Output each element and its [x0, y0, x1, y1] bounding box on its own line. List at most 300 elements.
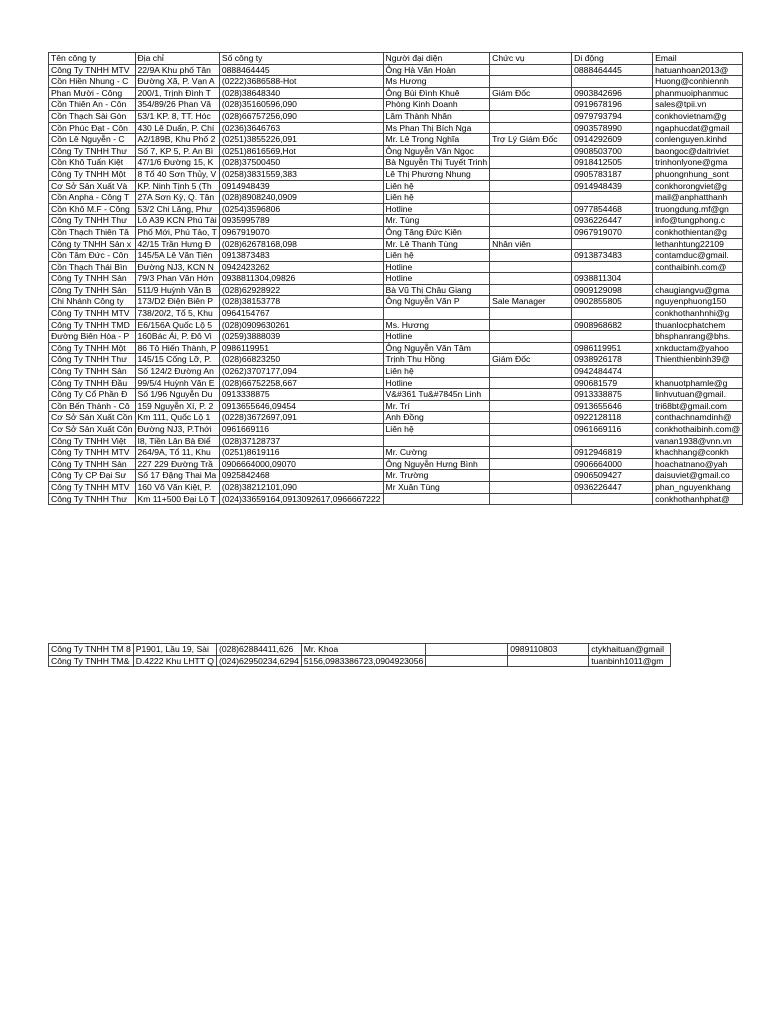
cell-company-phone[interactable]: (0258)3831559,383 [219, 168, 383, 180]
cell-representative[interactable]: Hotline [383, 331, 490, 343]
cell-position[interactable] [490, 99, 572, 111]
cell-email[interactable]: phuongnhung_sont [653, 168, 743, 180]
cell-company-phone[interactable]: (0251)8619116 [219, 447, 383, 459]
cell-address[interactable]: Km 11+500 Đại Lộ T [135, 493, 219, 505]
cell-address[interactable]: 354/89/26 Phan Vă [135, 99, 219, 111]
cell-representative[interactable]: Mr. Lê Trọng Nghĩa [383, 134, 490, 146]
cell-representative[interactable]: Liên hệ [383, 366, 490, 378]
cell-company-phone[interactable]: (0222)3686588-Hot [219, 76, 383, 88]
cell-mobile[interactable]: 0905783187 [572, 168, 653, 180]
cell-company-name[interactable]: Công Ty TNHH Một [49, 168, 136, 180]
cell-address[interactable]: 27A Sơn Kỳ, Q. Tân [135, 192, 219, 204]
cell-address[interactable]: E6/156A Quốc Lộ 5 [135, 319, 219, 331]
cell-email[interactable]: daisuviet@gmail.co [653, 470, 743, 482]
cell-email[interactable]: ngaphucdat@gmail [653, 122, 743, 134]
cell-company-name[interactable]: Đường Biên Hòa - P [49, 331, 136, 343]
cell-position[interactable] [490, 64, 572, 76]
cell-position[interactable] [490, 226, 572, 238]
cell-position[interactable]: Trợ Lý Giám Đốc [490, 134, 572, 146]
cell-mobile[interactable]: 0913655646 [572, 400, 653, 412]
cell-mobile[interactable] [572, 435, 653, 447]
cell-representative[interactable]: Mr. Trường [383, 470, 490, 482]
cell-position[interactable]: Giám Đốc [490, 87, 572, 99]
table-row [49, 435, 743, 447]
table-row [49, 99, 743, 111]
cell-email[interactable]: Huong@conhiennh [653, 76, 743, 88]
cell-position[interactable] [490, 180, 572, 192]
cell-email[interactable]: chaugiangvu@gma [653, 284, 743, 296]
cell-company-name[interactable]: Công ty TNHH Sản x [49, 238, 136, 250]
cell-email[interactable]: tri68bt@gmail.com [653, 400, 743, 412]
cell-email[interactable]: conkhovietnam@g [653, 110, 743, 122]
cell-company-name[interactable]: Công Ty TNHH TM 8 [49, 644, 134, 656]
cell-position[interactable] [490, 412, 572, 424]
cell-company-phone[interactable]: 0964154767 [219, 308, 383, 320]
cell-email[interactable]: truongdung.mf@gn [653, 203, 743, 215]
cell-position[interactable] [490, 342, 572, 354]
cell-mobile[interactable]: 0906664000 [572, 458, 653, 470]
cell-mobile[interactable]: 0922128118 [572, 412, 653, 424]
cell-address[interactable]: 22/9A Khu phố Tân [135, 64, 219, 76]
cell-company-phone[interactable]: 0938811304,09826 [219, 273, 383, 285]
cell-position[interactable] [490, 250, 572, 262]
cell-email[interactable] [653, 366, 743, 378]
cell-mobile[interactable] [572, 76, 653, 88]
cell-address[interactable]: 160 Võ Văn Kiệt, P. [135, 481, 219, 493]
cell-representative[interactable]: Hotline [383, 273, 490, 285]
cell-mobile[interactable]: 0908503700 [572, 145, 653, 157]
table-row [49, 145, 743, 157]
cell-position[interactable] [490, 145, 572, 157]
cell-mobile[interactable]: 0942484474 [572, 366, 653, 378]
cell-representative[interactable]: Ông Nguyễn Văn Ngọc [383, 145, 490, 157]
cell-address[interactable]: 145/15 Cống Lỡ, P. [135, 354, 219, 366]
cell-position[interactable] [490, 470, 572, 482]
cell-mobile[interactable]: 0906509427 [572, 470, 653, 482]
cell-position[interactable]: Sale Manager [490, 296, 572, 308]
cell-mobile[interactable]: 0909129098 [572, 284, 653, 296]
cell-address[interactable]: 200/1, Trịnh Đình T [135, 87, 219, 99]
cell-mobile[interactable] [572, 493, 653, 505]
cell-address[interactable]: 738/20/2, Tổ 5, Khu [135, 308, 219, 320]
cell-position[interactable]: Giám Đốc [490, 354, 572, 366]
table-row [49, 273, 743, 285]
cell-company-phone[interactable]: (0251)3855226,091 [219, 134, 383, 146]
cell-company-phone[interactable]: 0942423262 [219, 261, 383, 273]
cell-position[interactable] [426, 644, 508, 656]
cell-company-name[interactable]: Cồn Khô Tuấn Kiệt [49, 157, 136, 169]
cell-representative[interactable]: Lâm Thành Nhân [383, 110, 490, 122]
cell-mobile[interactable]: 0986119951 [572, 342, 653, 354]
cell-address[interactable]: 173/D2 Điện Biên P [135, 296, 219, 308]
cell-representative[interactable]: Hotline [383, 377, 490, 389]
cell-mobile[interactable]: 0961669116 [572, 424, 653, 436]
table-row [49, 308, 743, 320]
cell-company-name[interactable]: Công Ty TNHH Sản [49, 284, 136, 296]
cell-position[interactable] [426, 655, 508, 667]
cell-email[interactable]: conthaibinh.com@ [653, 261, 743, 273]
table-row [49, 424, 743, 436]
cell-mobile[interactable] [572, 192, 653, 204]
cell-address[interactable]: 227 229 Đường Trầ [135, 458, 219, 470]
cell-representative[interactable]: Bà Vũ Thị Châu Giang [383, 284, 490, 296]
cell-mobile[interactable]: 0888464445 [572, 64, 653, 76]
cell-representative[interactable]: Mr. Trí [383, 400, 490, 412]
cell-email[interactable]: ctykhaituan@gmail [589, 644, 671, 656]
cell-company-phone[interactable]: (0259)3888039 [219, 331, 383, 343]
cell-company-name[interactable]: Công Ty TNHH Sản [49, 366, 136, 378]
cell-email[interactable]: vanan1938@vnn.vn [653, 435, 743, 447]
cell-company-name[interactable]: Cồn Hiền Nhung - C [49, 76, 136, 88]
cell-email[interactable]: xnkductam@yahoo [653, 342, 743, 354]
cell-representative[interactable] [383, 435, 490, 447]
cell-address[interactable]: Phố Mới, Phú Tảo, T [135, 226, 219, 238]
cell-representative[interactable]: Ông Hà Văn Hoàn [383, 64, 490, 76]
header-company-phone[interactable]: Số công ty [219, 53, 383, 65]
cell-address[interactable]: 160Bác Ái, P. Đô Vi [135, 331, 219, 343]
cell-representative[interactable]: Anh Đồng [383, 412, 490, 424]
cell-company-phone[interactable]: (024)62950234,6294 [216, 655, 301, 667]
cell-company-name[interactable]: Công Ty TNHH Sản [49, 273, 136, 285]
cell-company-phone[interactable]: (0251)8616569,Hot [219, 145, 383, 157]
cell-mobile[interactable]: 0936226447 [572, 481, 653, 493]
cell-representative[interactable]: Trịnh Thu Hồng [383, 354, 490, 366]
cell-address[interactable]: 511/9 Huỳnh Văn B [135, 284, 219, 296]
cell-email[interactable]: conthachnamdinh@ [653, 412, 743, 424]
cell-email[interactable]: hoachatnano@yah [653, 458, 743, 470]
cell-company-phone[interactable]: 0961669116 [219, 424, 383, 436]
cell-company-phone[interactable]: (028)0909630261 [219, 319, 383, 331]
cell-company-name[interactable]: Công Ty TNHH Sản [49, 458, 136, 470]
cell-address[interactable]: Số 124/2 Đường An [135, 366, 219, 378]
cell-email[interactable]: bhsphanrang@bhs. [653, 331, 743, 343]
cell-position[interactable] [490, 366, 572, 378]
cell-company-phone[interactable]: (028)62884411,626 [216, 644, 301, 656]
cell-address[interactable]: Số 17 Đặng Thai Ma [135, 470, 219, 482]
cell-mobile[interactable]: 0938811304 [572, 273, 653, 285]
cell-address[interactable]: D.4222 Khu LHTT Q [133, 655, 216, 667]
cell-email[interactable]: conkhothaibinh.com@ [653, 424, 743, 436]
cell-representative[interactable]: Liên hệ [383, 250, 490, 262]
header-email[interactable]: Email [653, 53, 743, 65]
cell-company-phone[interactable]: (028)8908240,0909 [219, 192, 383, 204]
cell-company-name[interactable]: Công Ty TNHH TM& [49, 655, 134, 667]
cell-company-name[interactable]: Công Ty TNHH Một [49, 342, 136, 354]
cell-email[interactable]: contamduc@gmail. [653, 250, 743, 262]
cell-representative[interactable]: Ông Tăng Đức Kiên [383, 226, 490, 238]
cell-email[interactable]: hatuanhoan2013@ [653, 64, 743, 76]
cell-mobile[interactable]: 0977854468 [572, 203, 653, 215]
cell-representative[interactable]: 5156,0983386723,0904923056 [301, 655, 425, 667]
table-row [49, 168, 743, 180]
cell-address[interactable]: KP. Ninh Tịnh 5 (Th [135, 180, 219, 192]
cell-company-phone[interactable]: 0935995789 [219, 215, 383, 227]
cell-company-name[interactable]: Công Ty TNHH TMD [49, 319, 136, 331]
cell-mobile[interactable]: 0914948439 [572, 180, 653, 192]
cell-address[interactable]: Số 7, KP 5, P. An Bì [135, 145, 219, 157]
cell-company-name[interactable]: Công Ty TNHH Thư [49, 215, 136, 227]
header-representative[interactable]: Người đại diện [383, 53, 490, 65]
cell-position[interactable] [490, 168, 572, 180]
cell-position[interactable] [490, 76, 572, 88]
cell-email[interactable]: conkhorongviet@g [653, 180, 743, 192]
cell-position[interactable] [490, 319, 572, 331]
cell-address[interactable]: 99/5/4 Huỳnh Văn E [135, 377, 219, 389]
cell-company-phone[interactable]: (0228)3672697,091 [219, 412, 383, 424]
cell-email[interactable]: Thienthienbinh39@ [653, 354, 743, 366]
cell-position[interactable] [490, 308, 572, 320]
cell-email[interactable]: khanuotphamle@g [653, 377, 743, 389]
cell-mobile[interactable]: 0979793794 [572, 110, 653, 122]
cell-address[interactable]: 430 Lê Duẩn, P. Chí [135, 122, 219, 134]
cell-company-name[interactable]: Công Ty TNHH Đầu [49, 377, 136, 389]
cell-address[interactable]: 8 Tổ 40 Sơn Thủy, V [135, 168, 219, 180]
cell-position[interactable] [490, 157, 572, 169]
cell-email[interactable]: conkhothanhnhi@g [653, 308, 743, 320]
cell-position[interactable] [490, 273, 572, 285]
cell-address[interactable]: Số 1/96 Nguyễn Du [135, 389, 219, 401]
cell-company-name[interactable]: Cồn Thạch Sài Gòn [49, 110, 136, 122]
cell-representative[interactable]: Mr. Cường [383, 447, 490, 459]
cell-company-name[interactable]: Công Ty TNHH Thư [49, 354, 136, 366]
cell-company-phone[interactable]: 0888464445 [219, 64, 383, 76]
cell-company-name[interactable]: Công Ty Cổ Phần Đ [49, 389, 136, 401]
cell-company-name[interactable]: Cơ Sở Sản Xuất Cồn [49, 412, 136, 424]
cell-company-phone[interactable]: (028)38153778 [219, 296, 383, 308]
cell-company-name[interactable]: Công Ty TNHH MTV [49, 447, 136, 459]
cell-company-phone[interactable]: 0914948439 [219, 180, 383, 192]
cell-company-phone[interactable]: (028)66823250 [219, 354, 383, 366]
cell-mobile[interactable]: 0989110803 [508, 644, 589, 656]
cell-position[interactable] [490, 377, 572, 389]
cell-mobile[interactable]: 0912946819 [572, 447, 653, 459]
cell-position[interactable] [490, 424, 572, 436]
cell-position[interactable] [490, 493, 572, 505]
cell-representative[interactable]: Bà Nguyễn Thị Tuyết Trinh [383, 157, 490, 169]
cell-address[interactable]: 159 Nguyễn Xí, P. 2 [135, 400, 219, 412]
cell-company-name[interactable]: Công Ty CP Đại Sư [49, 470, 136, 482]
cell-representative[interactable]: Ms Phan Thị Bích Nga [383, 122, 490, 134]
cell-company-name[interactable]: Công Ty TNHH MTV [49, 481, 136, 493]
cell-address[interactable]: Đường NJ3, KCN N [135, 261, 219, 273]
cell-position[interactable] [490, 110, 572, 122]
cell-mobile[interactable]: 0913338875 [572, 389, 653, 401]
cell-representative[interactable]: Mr Xuân Tùng [383, 481, 490, 493]
cell-company-name[interactable]: Công Ty TNHH Việt [49, 435, 136, 447]
cell-company-phone[interactable]: 0913873483 [219, 250, 383, 262]
cell-email[interactable]: conkhothientan@g [653, 226, 743, 238]
cell-company-name[interactable]: Cồn Bến Thành - Cô [49, 400, 136, 412]
cell-address[interactable]: A2/189B, Khu Phố 2 [135, 134, 219, 146]
cell-position[interactable] [490, 458, 572, 470]
cell-company-name[interactable]: Chi Nhánh Công ty [49, 296, 136, 308]
cell-company-phone[interactable]: (028)62678168,098 [219, 238, 383, 250]
cell-company-name[interactable]: Cồn Phúc Đạt - Côn [49, 122, 136, 134]
cell-company-phone[interactable]: 0913655646,09454 [219, 400, 383, 412]
cell-company-name[interactable]: Công Ty TNHH Thư [49, 145, 136, 157]
cell-representative[interactable]: Mr. Khoa [301, 644, 425, 656]
cell-representative[interactable]: Mr. Tùng [383, 215, 490, 227]
cell-representative[interactable]: Ông Nguyễn Hưng Bình [383, 458, 490, 470]
cell-mobile[interactable]: 0967919070 [572, 226, 653, 238]
cell-position[interactable] [490, 389, 572, 401]
cell-address[interactable]: 47/1/6 Đường 15, K [135, 157, 219, 169]
cell-address[interactable]: 53/1 KP. 8, TT. Hóc [135, 110, 219, 122]
cell-mobile[interactable] [572, 308, 653, 320]
cell-company-name[interactable]: Cơ Sở Sản Xuất Và [49, 180, 136, 192]
cell-address[interactable]: Lô A39 KCN Phú Tài [135, 215, 219, 227]
cell-email[interactable]: nguyenphuong150 [653, 296, 743, 308]
cell-email[interactable]: phanmuoiphanmuc [653, 87, 743, 99]
cell-position[interactable] [490, 284, 572, 296]
header-company-name[interactable]: Tên công ty [49, 53, 136, 65]
cell-mobile[interactable]: 090681579 [572, 377, 653, 389]
cell-email[interactable]: baongoc@daitriviet [653, 145, 743, 157]
cell-representative[interactable]: Lê Thị Phương Nhung [383, 168, 490, 180]
cell-mobile[interactable]: 0936226447 [572, 215, 653, 227]
cell-position[interactable] [490, 447, 572, 459]
cell-company-name[interactable]: Phan Mười - Công [49, 87, 136, 99]
cell-mobile[interactable] [572, 238, 653, 250]
cell-position[interactable] [490, 400, 572, 412]
cell-mobile[interactable]: 0902855805 [572, 296, 653, 308]
table-row [49, 134, 743, 146]
cell-company-name[interactable]: Cồn Thiên An - Côn [49, 99, 136, 111]
cell-company-phone[interactable]: 0967919070 [219, 226, 383, 238]
cell-company-name[interactable]: Cơ Sở Sản Xuất Côn [49, 424, 136, 436]
header-mobile[interactable]: Di động [572, 53, 653, 65]
cell-address[interactable]: P1901, Lầu 19, Sài [133, 644, 216, 656]
cell-address[interactable]: I8, Tiền Lân Bà Điể [135, 435, 219, 447]
cell-email[interactable]: khachhang@conkh [653, 447, 743, 459]
cell-position[interactable] [490, 261, 572, 273]
cell-mobile[interactable]: 0914292609 [572, 134, 653, 146]
cell-representative[interactable]: V&#361 Tu&#7845n Linh [383, 389, 490, 401]
cell-address[interactable]: 42/15 Trần Hưng Đ [135, 238, 219, 250]
cell-company-phone[interactable]: (0262)3707177,094 [219, 366, 383, 378]
cell-company-phone[interactable]: (028)66757256,090 [219, 110, 383, 122]
cell-email[interactable]: conlenguyen.kinhd [653, 134, 743, 146]
cell-mobile[interactable] [508, 655, 589, 667]
cell-position[interactable] [490, 203, 572, 215]
cell-address[interactable]: Đường NJ3, P.Thới [135, 424, 219, 436]
cell-company-name[interactable]: Cồn Tâm Đức - Côn [49, 250, 136, 262]
cell-company-phone[interactable]: 0906664000,09070 [219, 458, 383, 470]
cell-address[interactable]: 79/3 Phan Văn Hớn [135, 273, 219, 285]
cell-mobile[interactable]: 0918412505 [572, 157, 653, 169]
cell-email[interactable]: lethanhtung22109 [653, 238, 743, 250]
cell-company-phone[interactable]: (028)38648340 [219, 87, 383, 99]
header-address[interactable]: Địa chỉ [135, 53, 219, 65]
cell-position[interactable]: Nhân viên [490, 238, 572, 250]
cell-email[interactable]: sales@tpii.vn [653, 99, 743, 111]
cell-company-phone[interactable]: 0925842468 [219, 470, 383, 482]
cell-mobile[interactable]: 0903578990 [572, 122, 653, 134]
cell-representative[interactable]: Mr. Lê Thanh Tùng [383, 238, 490, 250]
table-row [49, 400, 743, 412]
cell-company-phone[interactable]: (0254)3596806 [219, 203, 383, 215]
cell-company-phone[interactable]: (0236)3646763 [219, 122, 383, 134]
table-row [49, 644, 671, 656]
cell-address[interactable]: 86 Tô Hiến Thành, P [135, 342, 219, 354]
cell-email[interactable]: linhvutuan@gmail. [653, 389, 743, 401]
header-position[interactable]: Chức vụ [490, 53, 572, 65]
cell-company-name[interactable]: Cồn Lê Nguyễn - C [49, 134, 136, 146]
table-row [49, 215, 743, 227]
cell-company-phone[interactable]: 0913338875 [219, 389, 383, 401]
cell-email[interactable]: thuanlocphatchem [653, 319, 743, 331]
cell-representative[interactable]: Hotline [383, 261, 490, 273]
cell-email[interactable]: tuanbinh1011@gm [589, 655, 671, 667]
cell-company-phone[interactable]: (028)37500450 [219, 157, 383, 169]
cell-company-name[interactable]: Công Ty TNHH MTV [49, 308, 136, 320]
cell-position[interactable] [490, 435, 572, 447]
cell-email[interactable]: conkhothanhphat@ [653, 493, 743, 505]
cell-representative[interactable]: Ms. Hương [383, 319, 490, 331]
cell-representative[interactable]: Phòng Kinh Doanh [383, 99, 490, 111]
cell-mobile[interactable]: 0913873483 [572, 250, 653, 262]
cell-email[interactable]: phan_nguyenkhang [653, 481, 743, 493]
cell-company-phone[interactable]: (028)66752258,667 [219, 377, 383, 389]
cell-address[interactable]: Km 111, Quốc Lộ 1 [135, 412, 219, 424]
cell-representative[interactable]: Liên hệ [383, 192, 490, 204]
cell-mobile[interactable] [572, 331, 653, 343]
cell-position[interactable] [490, 331, 572, 343]
cell-company-phone[interactable]: (028)35160596,090 [219, 99, 383, 111]
cell-company-name[interactable]: Cồn Thạch Thái Bìn [49, 261, 136, 273]
cell-representative[interactable]: Liên hệ [383, 180, 490, 192]
cell-representative[interactable] [383, 493, 490, 505]
cell-representative[interactable]: Ông Bùi Đình Khuê [383, 87, 490, 99]
cell-address[interactable]: Đường Xã, P. Vạn A [135, 76, 219, 88]
cell-representative[interactable]: Ông Nguyễn Văn P [383, 296, 490, 308]
cell-email[interactable] [653, 273, 743, 285]
cell-mobile[interactable]: 0919678196 [572, 99, 653, 111]
cell-company-phone[interactable]: (028)62928922 [219, 284, 383, 296]
cell-company-name[interactable]: Cồn Khô M.F - Công [49, 203, 136, 215]
cell-email[interactable]: info@tungphong.c [653, 215, 743, 227]
table-row [49, 122, 743, 134]
cell-company-name[interactable]: Cồn Anpha - Công T [49, 192, 136, 204]
cell-address[interactable]: 264/9A, Tổ 11, Khu [135, 447, 219, 459]
cell-representative[interactable]: Liên hệ [383, 424, 490, 436]
cell-representative[interactable]: Ông Nguyễn Văn Tâm [383, 342, 490, 354]
cell-representative[interactable]: Ms Hương [383, 76, 490, 88]
cell-company-name[interactable]: Cồn Thạch Thiên Tâ [49, 226, 136, 238]
cell-position[interactable] [490, 192, 572, 204]
cell-company-name[interactable]: Công Ty TNHH MTV [49, 64, 136, 76]
cell-representative[interactable] [383, 308, 490, 320]
cell-address[interactable]: 53/2 Chi Lăng, Phư [135, 203, 219, 215]
cell-company-phone[interactable]: (028)38212101,090 [219, 481, 383, 493]
table-row [49, 180, 743, 192]
cell-position[interactable] [490, 122, 572, 134]
cell-position[interactable] [490, 215, 572, 227]
cell-representative[interactable]: Hotline [383, 203, 490, 215]
cell-position[interactable] [490, 481, 572, 493]
cell-mobile[interactable]: 0908968682 [572, 319, 653, 331]
cell-company-phone[interactable]: 0986119951 [219, 342, 383, 354]
cell-email[interactable]: trinhonlyone@gma [653, 157, 743, 169]
cell-company-phone[interactable]: (028)37128737 [219, 435, 383, 447]
cell-mobile[interactable] [572, 261, 653, 273]
cell-mobile[interactable]: 0903842696 [572, 87, 653, 99]
cell-company-phone[interactable]: (024)33659164,0913092617,0966667222 [219, 493, 383, 505]
cell-address[interactable]: 145/5A Lê Văn Tiên [135, 250, 219, 262]
cell-mobile[interactable]: 0938926178 [572, 354, 653, 366]
cell-company-name[interactable]: Công Ty TNHH Thư [49, 493, 136, 505]
cell-email[interactable]: mail@anphatthanh [653, 192, 743, 204]
